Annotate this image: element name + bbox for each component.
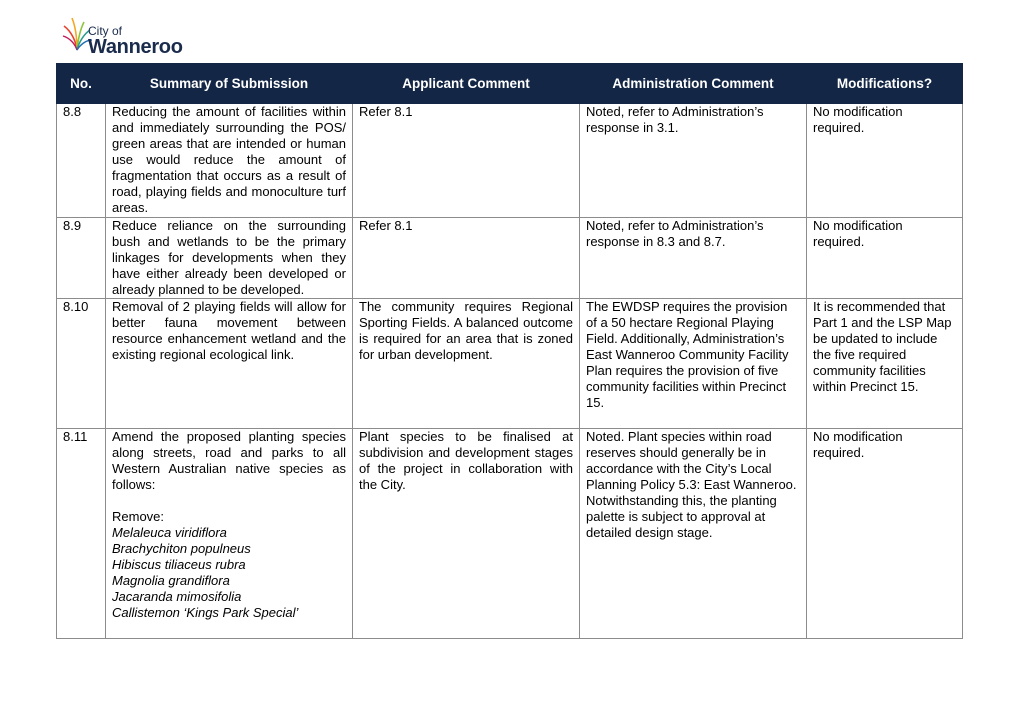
summary-remove-label: Remove:: [112, 509, 165, 524]
cell-summary: Reducing the amount of facilities within and immediately surrounding the POS/ green areas that are intended or human use would reduce the amount of fragmentation that occurs as a result of road, playing fields and monoculture turf areas.: [106, 104, 353, 218]
cell-applicant-comment: The community requires Regional Sporting Fields. A balanced outcome is required for an area that is zoned for urban development.: [353, 299, 580, 429]
header-summary: Summary of Submission: [106, 64, 353, 104]
cell-modifications: It is recommended that Part 1 and the LSP Map be updated to include the five required community facilities within Precinct 15.: [807, 299, 963, 429]
submissions-table: [56, 63, 963, 639]
cell-applicant-comment: Plant species to be finalised at subdivision and development stages of the project in collaboration with the City.: [353, 429, 580, 639]
cell-summary: Removal of 2 playing fields will allow for better fauna movement between resource enhancement wetland and the existing regional ecological link.: [106, 299, 353, 429]
logo-text-city-of: City of: [88, 24, 123, 38]
header-modifications: Modifications?: [807, 64, 963, 104]
species-name: Hibiscus tiliaceus rubra: [112, 557, 246, 572]
table-row: [57, 104, 963, 218]
cell-administration-comment: Noted, refer to Administration’s response in 3.1.: [580, 104, 807, 218]
cell-modifications: No modification required.: [807, 218, 963, 299]
cell-administration-comment: Noted. Plant species within road reserves should generally be in accordance with the City’s Local Planning Policy 5.3: East Wanneroo. Notwithstanding this, the planting palette is subject to approval at detailed design stage.: [580, 429, 807, 639]
cell-modifications: No modification required.: [807, 104, 963, 218]
cell-no: 8.11: [57, 429, 106, 639]
cell-no: 8.10: [57, 299, 106, 429]
city-logo: [62, 14, 192, 60]
table-header-row: [57, 64, 963, 104]
species-name: Callistemon ‘Kings Park Special’: [112, 605, 299, 620]
summary-intro: Amend the proposed planting species along streets, road and parks to all Western Australian native species as follows:: [112, 429, 346, 492]
cell-no: 8.8: [57, 104, 106, 218]
cell-administration-comment: The EWDSP requires the provision of a 50 hectare Regional Playing Field. Additionally, Administration’s East Wanneroo Community Facility Plan requires the provision of five community facilities within Precinct 15.: [580, 299, 807, 429]
species-name: Jacaranda mimosifolia: [112, 589, 242, 604]
logo-text-wanneroo: Wanneroo: [88, 36, 183, 58]
cell-no: 8.9: [57, 218, 106, 299]
cell-summary: [106, 429, 353, 639]
cell-applicant-comment: Refer 8.1: [353, 218, 580, 299]
species-name: Melaleuca viridiflora: [112, 525, 227, 540]
header-no: No.: [57, 64, 106, 104]
header-administration-comment: Administration Comment: [580, 64, 807, 104]
table-row: [57, 299, 963, 429]
species-name: Magnolia grandiflora: [112, 573, 230, 588]
table-row: [57, 218, 963, 299]
header-applicant-comment: Applicant Comment: [353, 64, 580, 104]
species-name: Brachychiton populneus: [112, 541, 251, 556]
summary-spacer: [112, 493, 346, 509]
cell-summary: Reduce reliance on the surrounding bush and wetlands to be the primary linkages for developments when they have either already been developed or already planned to be developed.: [106, 218, 353, 299]
table-row: [57, 429, 963, 639]
cell-applicant-comment: Refer 8.1: [353, 104, 580, 218]
cell-modifications: No modification required.: [807, 429, 963, 639]
cell-administration-comment: Noted, refer to Administration’s response in 8.3 and 8.7.: [580, 218, 807, 299]
